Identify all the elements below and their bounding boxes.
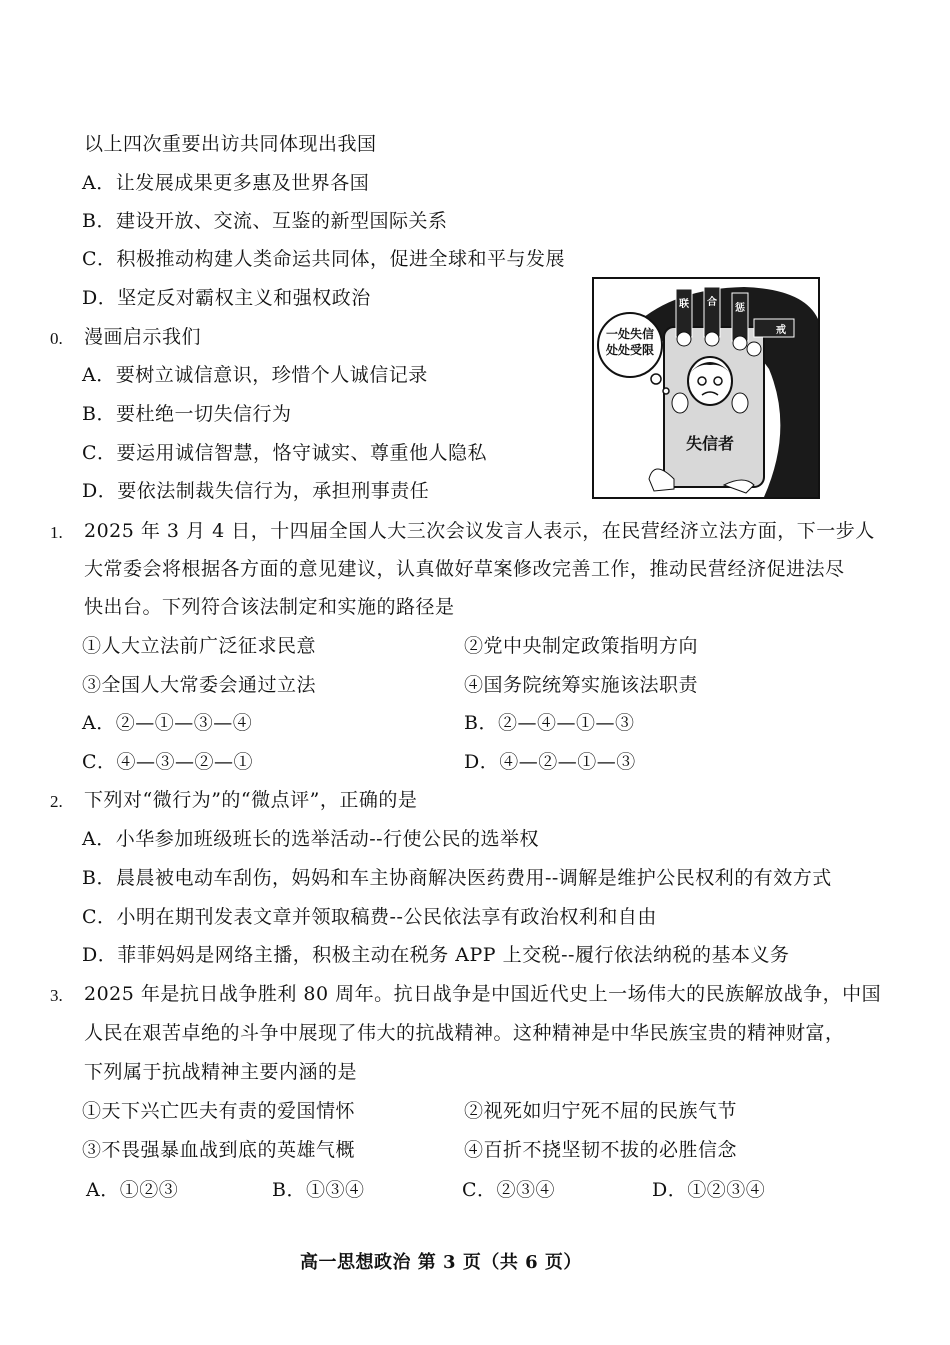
sign-label: 失信者: [686, 434, 735, 453]
hand-label-3: 惩: [735, 303, 745, 314]
q13-option-d: D．①②③④: [652, 1179, 766, 1201]
q13-line-3: 下列属于抗战精神主要内涵的是: [84, 1061, 358, 1083]
q9-stem: 以上四次重要出访共同体现出我国: [84, 133, 377, 155]
q11-line-2: 大常委会将根据各方面的意见建议，认真做好草案修改完善工作，推动民营经济促进法尽: [84, 558, 845, 580]
hand-label-1: 联: [679, 299, 689, 310]
hand-label-2: 合: [707, 297, 717, 308]
q12-option-b: B．晨晨被电动车刮伤，妈妈和车主协商解决医药费用--调解是维护公民权利的有效方式: [82, 867, 832, 889]
bubble-line-2: 处处受限: [605, 343, 654, 357]
q10-number: 0.: [50, 329, 63, 348]
credit-cartoon: [592, 277, 820, 499]
q12-option-d: D．菲菲妈妈是网络主播，积极主动在税务 APP 上交税--履行依法纳税的基本义务: [82, 944, 790, 966]
q11-statement-4: ④国务院统筹实施该法职责: [464, 674, 699, 696]
q10-stem: 漫画启示我们: [84, 326, 202, 348]
q12-stem: 下列对“微行为”的“微点评”，正确的是: [84, 789, 418, 811]
q9-option-b: B．建设开放、交流、互鉴的新型国际关系: [82, 210, 448, 232]
hand-label-4: 戒: [776, 325, 786, 336]
q12-option-a: A．小华参加班级班长的选举活动--行使公民的选举权: [82, 828, 540, 850]
q13-statement-4: ④百折不挠坚韧不拔的必胜信念: [464, 1139, 738, 1161]
cartoon-drawing: [594, 279, 818, 497]
q11-option-c: C．④—③—②—①: [82, 751, 254, 773]
q13-option-b: B．①③④: [272, 1179, 365, 1201]
q10-option-d: D．要依法制裁失信行为，承担刑事责任: [82, 480, 430, 502]
q11-line-1: 2025 年 3 月 4 日，十四届全国人大三次会议发言人表示，在民营经济立法方面，下一步人: [84, 520, 875, 542]
q13-option-a: A．①②③: [86, 1179, 179, 1201]
q11-option-a: A．②—①—③—④: [82, 712, 253, 734]
q10-option-c: C．要运用诚信智慧，恪守诚实、尊重他人隐私: [82, 442, 488, 464]
q10-option-b: B．要杜绝一切失信行为: [82, 403, 292, 425]
q11-line-3: 快出台。下列符合该法制定和实施的路径是: [84, 596, 455, 618]
q11-statement-3: ③全国人大常委会通过立法: [82, 674, 317, 696]
q12-option-c: C．小明在期刊发表文章并领取稿费--公民依法享有政治权利和自由: [82, 906, 657, 928]
q9-option-a: A．让发展成果更多惠及世界各国: [82, 172, 370, 194]
q9-option-c: C．积极推动构建人类命运共同体，促进全球和平与发展: [82, 248, 566, 270]
q13-statement-3: ③不畏强暴血战到底的英雄气概: [82, 1139, 356, 1161]
q11-option-d: D．④—②—①—③: [464, 751, 636, 773]
page-footer: 高一思想政治 第 3 页（共 6 页）: [300, 1252, 582, 1273]
q13-line-1: 2025 年是抗日战争胜利 80 周年。抗日战争是中国近代史上一场伟大的民族解放战争，中国: [84, 983, 882, 1005]
bubble-line-1: 一处失信: [605, 327, 654, 341]
q13-statement-2: ②视死如归宁死不屈的民族气节: [464, 1100, 738, 1122]
q11-statement-1: ①人大立法前广泛征求民意: [82, 635, 317, 657]
q10-option-a: A．要树立诚信意识，珍惜个人诚信记录: [82, 364, 428, 386]
q13-number: 3.: [50, 986, 63, 1005]
q13-line-2: 人民在艰苦卓绝的斗争中展现了伟大的抗战精神。这种精神是中华民族宝贵的精神财富，: [84, 1022, 845, 1044]
q11-statement-2: ②党中央制定政策指明方向: [464, 635, 699, 657]
q9-option-d: D．坚定反对霸权主义和强权政治: [82, 287, 371, 309]
q11-option-b: B．②—④—①—③: [464, 712, 635, 734]
q13-statement-1: ①天下兴亡匹夫有责的爱国情怀: [82, 1100, 356, 1122]
q11-number: 1.: [50, 523, 63, 542]
q13-option-c: C．②③④: [462, 1179, 556, 1201]
q12-number: 2.: [50, 792, 63, 811]
